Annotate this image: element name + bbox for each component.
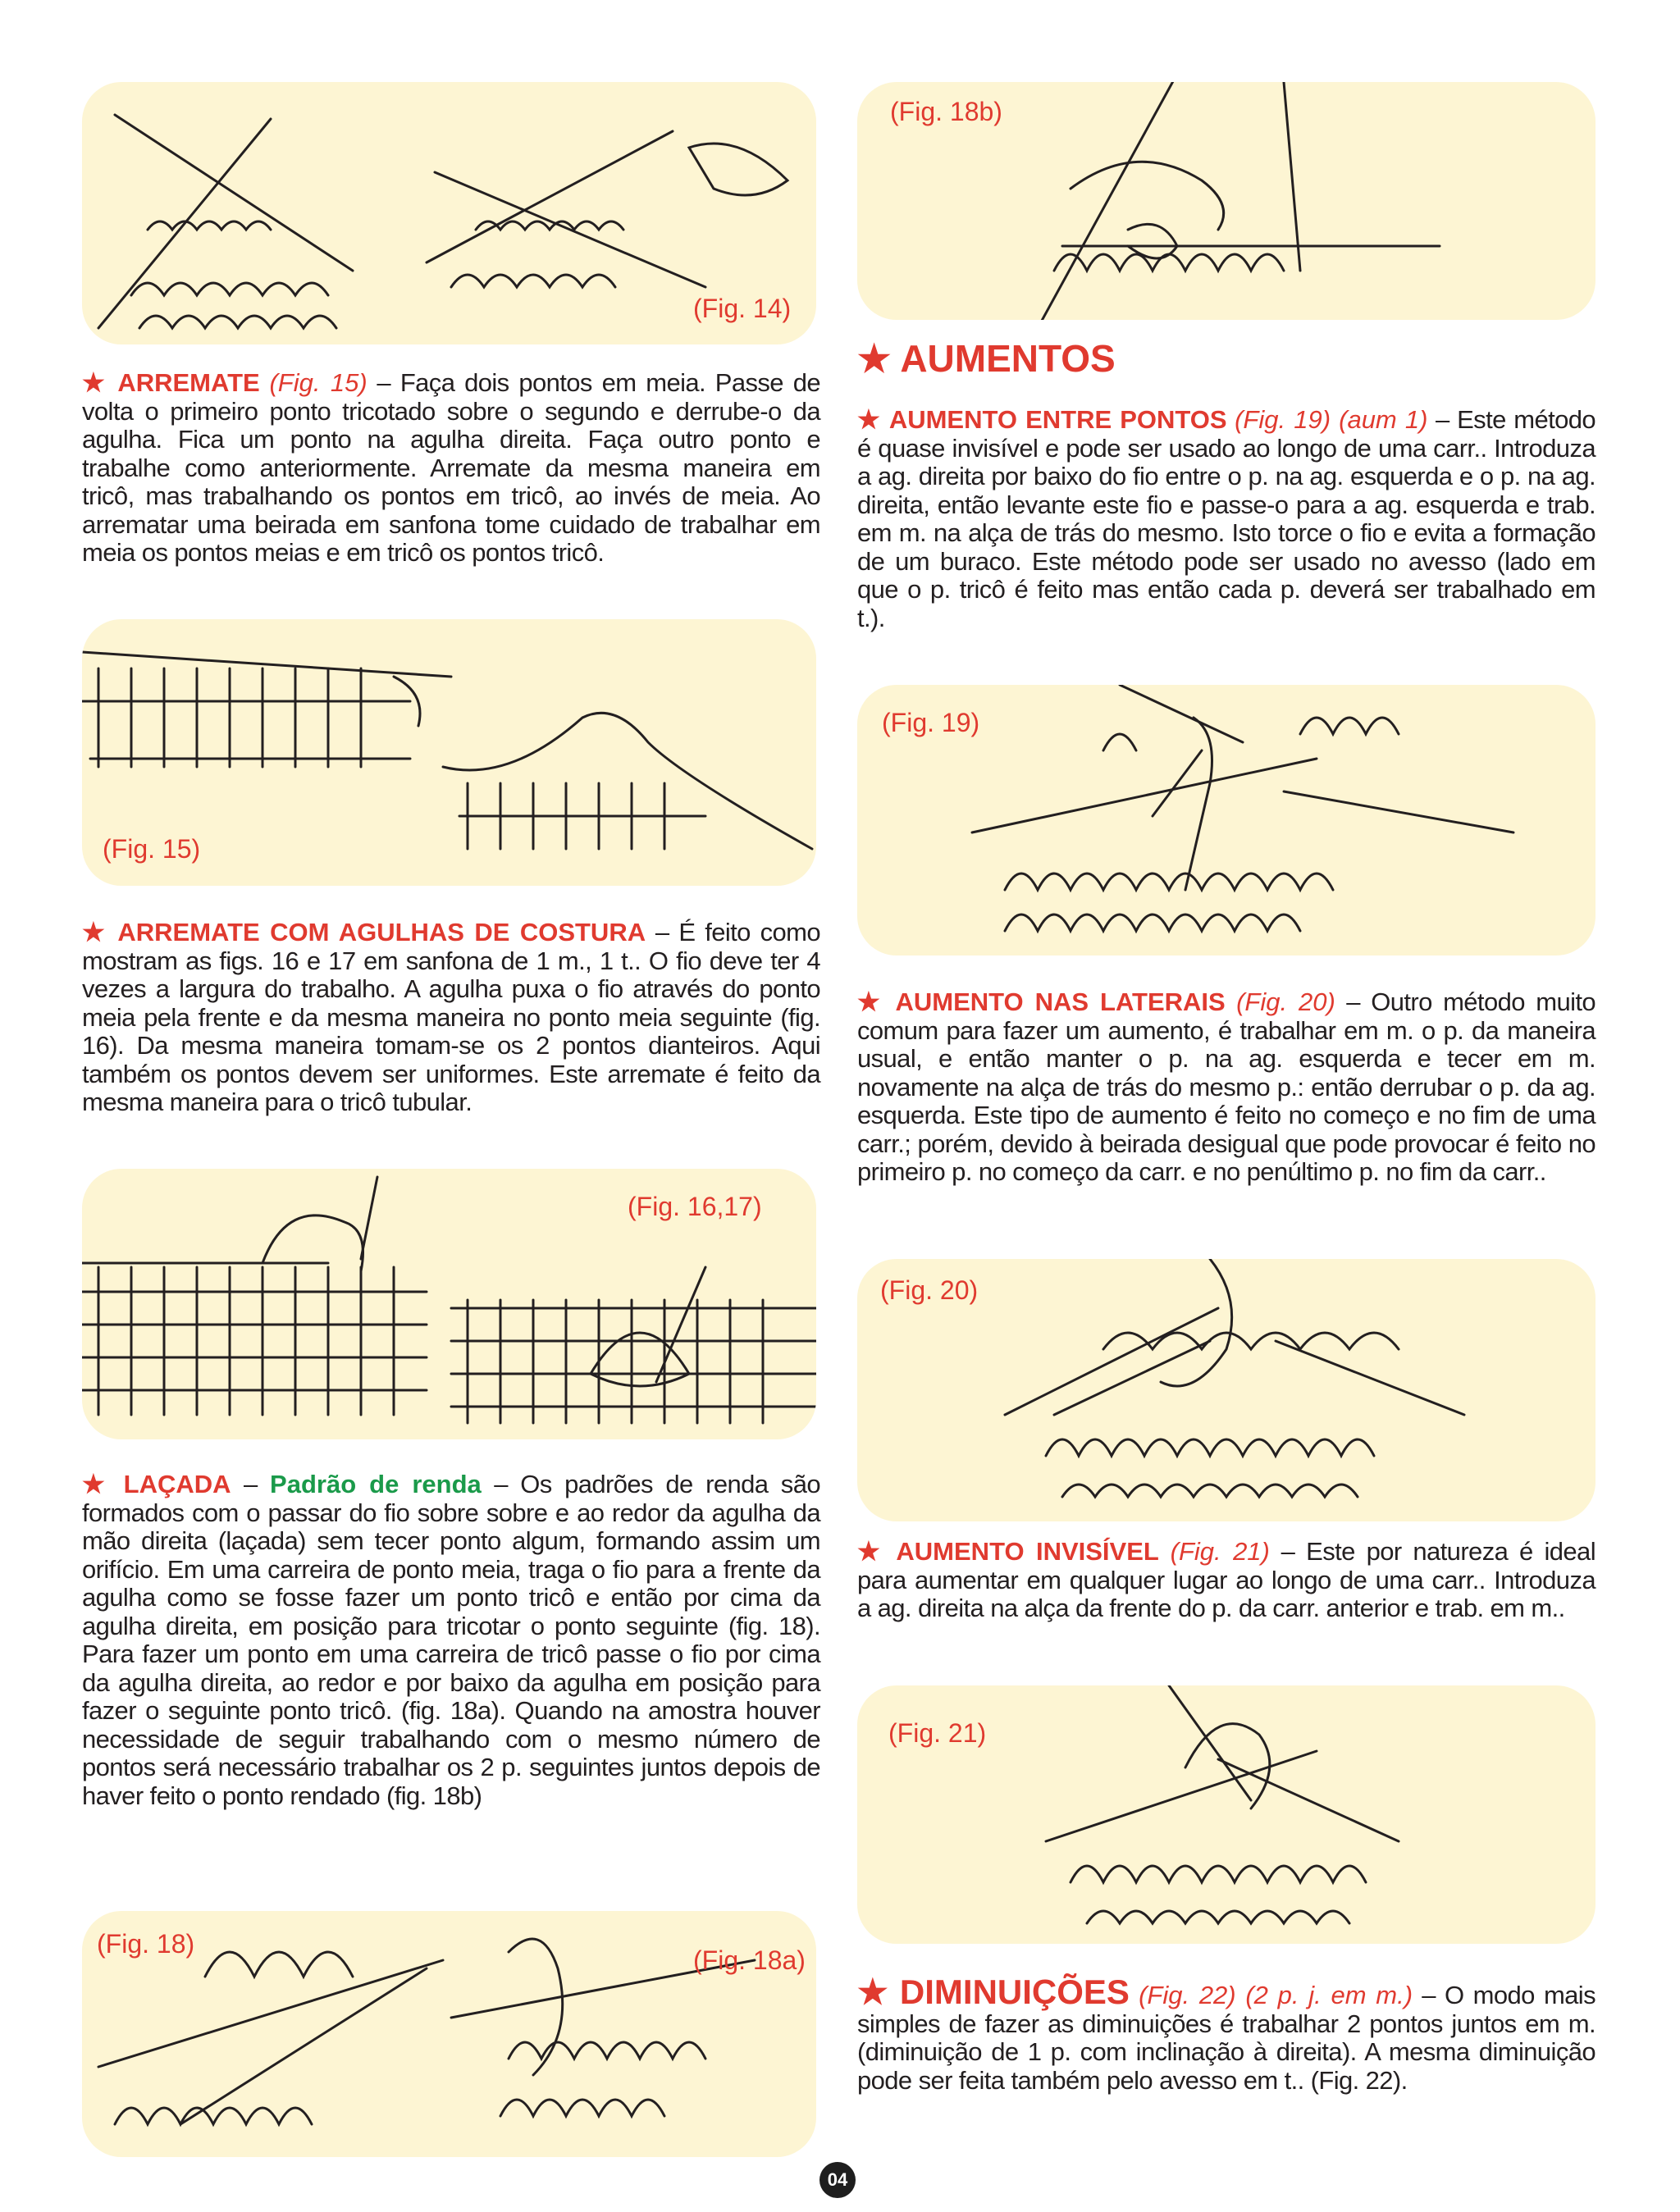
aumentos-heading <box>857 336 1116 381</box>
figure-14 <box>82 82 816 344</box>
figure-15-label: (Fig. 15) <box>103 834 201 864</box>
lacada-dash: – <box>231 1470 271 1498</box>
arremate-body: – Faça dois pontos em meia. Passe de volta o primeiro ponto tricotado sobre o segundo e derrube-o da agulha. Fica um ponto na agulha direita. Faça outro ponto e trabalhe como anteriormente. Arremate da mesma maneira em tricô, mas trabalhando os pontos em tricô, ao invés de meia. Ao arrematar uma beirada em sanfona tome cuidado de trabalhar em meia os pontos meias e em tricô os pontos tricô. <box>82 368 821 567</box>
figure-18 <box>82 1911 816 2157</box>
laterais-ref: (Fig. 20) <box>1236 987 1335 1016</box>
figure-21-label: (Fig. 21) <box>888 1718 987 1748</box>
costura-title: ARREMATE COM AGULHAS DE COSTURA <box>117 918 646 946</box>
invisivel-ref: (Fig. 21) <box>1170 1537 1270 1566</box>
entre-star: ★ <box>857 405 882 434</box>
aumentos-title: AUMENTOS <box>900 337 1116 380</box>
entre-title: AUMENTO ENTRE PONTOS <box>888 405 1227 434</box>
figure-18-label: (Fig. 18) <box>97 1929 195 1959</box>
figure-20 <box>857 1259 1596 1521</box>
lacada-star: ★ <box>82 1470 112 1498</box>
arremate-star: ★ <box>82 368 108 397</box>
aumento-invisivel-paragraph <box>857 1538 1596 1653</box>
laterais-body: – Outro método muito comum para fazer um aumento, é trabalhar em m. o p. da maneira usual, e então manter o p. na ag. esquerda e tecer em m. novamente na alça de trás do mesmo p.: então derrubar o p. da ag. esquerda. Este tipo de aumento é feito no começo e no fim de uma carr.; porém, devido à beirada desigual que pode provocar é feito no primeiro p. no começo da carr. e no penúltimo p. no fim da carr.. <box>857 987 1596 1186</box>
diminuicoes-body: – O modo mais simples de fazer as diminuições é trabalhar 2 pontos juntos em m. (diminuição de 1 p. com inclinação à direita). A mesma diminuição pode ser feita também pelo avesso em t.. (Fig. 22). <box>857 1981 1596 2095</box>
diminuicoes-ref: (Fig. 22) (2 p. j. em m.) <box>1139 1981 1413 2009</box>
arremate-title: ARREMATE <box>117 368 260 397</box>
lacada-paragraph <box>82 1471 820 1889</box>
figure-19-label: (Fig. 19) <box>882 708 980 737</box>
diminuicoes-title: DIMINUIÇÕES <box>899 1973 1130 2011</box>
entre-body: – Este método é quase invisível e pode ser usado ao longo de uma carr.. Introduza a ag. direita por baixo do fio entre o p. na ag. esquerda e o p. na ag. direita, então levante este fio e passe-o para a ag. esquerda e trab. em m. na alça de trás do mesmo. Isto torce o fio e evita a formação de um buraco. Este método pode ser usado no avesso (lado em que o p. tricô é feito mas então cada p. deverá ser trabalhado em t.). <box>857 405 1596 632</box>
lacada-subtitle: Padrão de renda <box>270 1470 482 1498</box>
costura-star: ★ <box>82 918 108 946</box>
page-number: 04 <box>819 2162 856 2198</box>
figure-16-17 <box>82 1169 816 1439</box>
figure-20-label: (Fig. 20) <box>880 1275 979 1305</box>
laterais-title: AUMENTO NAS LATERAIS <box>895 987 1226 1016</box>
invisivel-title: AUMENTO INVISÍVEL <box>896 1537 1159 1566</box>
figure-18b-label: (Fig. 18b) <box>890 97 1002 126</box>
aumento-laterais-paragraph <box>857 988 1596 1251</box>
diminuicoes-star: ★ <box>857 1973 891 2011</box>
figure-18b <box>857 82 1596 320</box>
invisivel-body: – Este por natureza é ideal para aumentar em qualquer lugar ao longo de uma carr.. Introduza a ag. direita na alça da frente do p. da carr. anterior e trab. em m.. <box>857 1537 1596 1622</box>
arremate-ref: (Fig. 15) <box>269 368 368 397</box>
lacada-title: LAÇADA <box>123 1470 231 1498</box>
figure-18a-label: (Fig. 18a) <box>693 1945 806 1975</box>
figure-19 <box>857 685 1596 955</box>
aumentos-star: ★ <box>857 337 892 380</box>
diminuicoes-paragraph <box>857 1973 1596 2126</box>
figure-14-label: (Fig. 14) <box>693 294 792 323</box>
figure-21 <box>857 1685 1596 1944</box>
entre-ref: (Fig. 19) (aum 1) <box>1235 405 1428 434</box>
figure-16-17-label: (Fig. 16,17) <box>628 1192 762 1221</box>
figure-15 <box>82 619 816 886</box>
laterais-star: ★ <box>857 987 885 1016</box>
lacada-body: – Os padrões de renda são formados com o passar do fio sobre sobre e ao redor da agulha da mão direita (laçada) sem tecer ponto algum, formando assim um orifício. Em uma carreira de ponto meia, traga o fio para a frente da agulha como se fosse fazer um ponto tricô e então por cima da agulha direita, em posição para tricotar o ponto seguinte (fig. 18). Para fazer um ponto em uma carreira de tricô passe o fio por cima da agulha direita, ao redor e por baixo da agulha em posição para fazer o seguinte ponto tricô. (fig. 18a). Quando na amostra houver necessidade de seguir trabalhando com o mesmo número de pontos será necessário trabalhar os 2 p. seguintes juntos depois de haver feito o ponto rendado (fig. 18b) <box>82 1470 820 1810</box>
invisivel-star: ★ <box>857 1537 885 1566</box>
costura-paragraph <box>82 919 820 1156</box>
aumento-entre-paragraph <box>857 406 1596 668</box>
arremate-paragraph <box>82 369 820 607</box>
costura-body: – É feito como mostram as figs. 16 e 17 em sanfona de 1 m., 1 t.. O fio deve ter 4 vezes a largura do trabalho. A agulha puxa o fio através do ponto meia pela frente e da mesma maneira no ponto meia seguinte (fig. 16). Da mesma maneira tomam-se os 2 pontos dianteiros. Aqui também os pontos devem ser uniformes. Este arremate é feito da mesma maneira para o tricô tubular. <box>82 918 820 1116</box>
